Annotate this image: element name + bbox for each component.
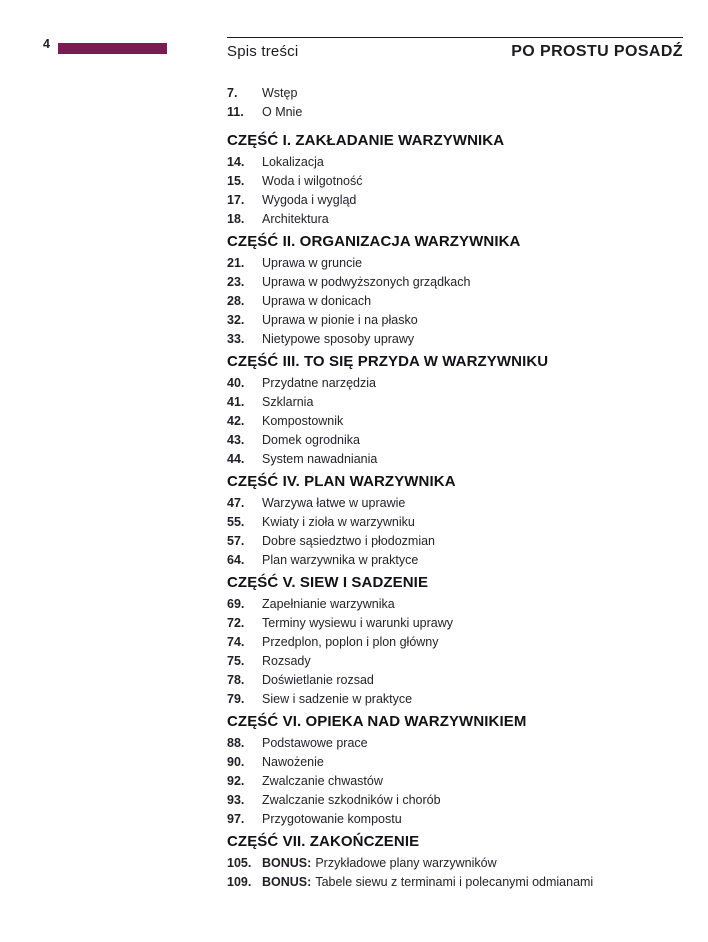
toc-entry-title: Plan warzywnika w praktyce bbox=[262, 552, 419, 567]
page-number: 4 bbox=[43, 37, 50, 51]
toc-entry-title: O Mnie bbox=[262, 104, 303, 119]
toc-entry-page-number: 47. bbox=[227, 495, 245, 510]
toc-entry-page-number: 55. bbox=[227, 514, 245, 529]
toc-entry-title: Wygoda i wygląd bbox=[262, 192, 357, 207]
toc-entry-title: Kompostownik bbox=[262, 413, 344, 428]
toc-entry-page-number: 90. bbox=[227, 754, 245, 769]
toc-entry-title: Nawożenie bbox=[262, 754, 324, 769]
toc-entry bbox=[227, 632, 683, 651]
toc-entry-page-number: 88. bbox=[227, 735, 245, 750]
folio-accent-bar bbox=[58, 43, 167, 54]
toc-entry-page-number: 109. bbox=[227, 874, 252, 889]
toc-entry-page-number: 105. bbox=[227, 855, 252, 870]
toc-entry-page-number: 79. bbox=[227, 691, 245, 706]
toc-entry-title: Domek ogrodnika bbox=[262, 432, 360, 447]
toc-entry-title: Przygotowanie kompostu bbox=[262, 811, 402, 826]
toc-entry-page-number: 97. bbox=[227, 811, 245, 826]
toc-entry bbox=[227, 531, 683, 550]
running-book-title: PO PROSTU POSADŹ bbox=[511, 43, 683, 60]
toc-section-heading: CZĘŚĆ VII. ZAKOŃCZENIE bbox=[227, 833, 420, 850]
toc-entry-page-number: 11. bbox=[227, 104, 244, 119]
toc-entry-title: Szklarnia bbox=[262, 394, 314, 409]
toc-entry-title: Przedplon, poplon i plon główny bbox=[262, 634, 439, 649]
toc-entry-page-number: 18. bbox=[227, 211, 245, 226]
toc-entry bbox=[227, 550, 683, 569]
toc-entry-page-number: 40. bbox=[227, 375, 245, 390]
toc-entry-title: Zwalczanie szkodników i chorób bbox=[262, 792, 441, 807]
toc-entry-title: Woda i wilgotność bbox=[262, 173, 363, 188]
toc-entry-page-number: 32. bbox=[227, 312, 245, 327]
toc-entry-page-number: 78. bbox=[227, 672, 245, 687]
table-of-contents bbox=[227, 83, 683, 891]
toc-entry bbox=[227, 291, 683, 310]
toc-section bbox=[227, 573, 683, 708]
toc-entry-page-number: 93. bbox=[227, 792, 245, 807]
toc-section bbox=[227, 352, 683, 468]
toc-entry-title: Uprawa w donicach bbox=[262, 293, 372, 308]
toc-entry bbox=[227, 651, 683, 670]
toc-entry-page-number: 69. bbox=[227, 596, 245, 611]
toc-entry-title: Architektura bbox=[262, 211, 329, 226]
toc-entry bbox=[227, 872, 683, 891]
toc-entry-page-number: 74. bbox=[227, 634, 245, 649]
toc-entry-title: Siew i sadzenie w praktyce bbox=[262, 691, 413, 706]
toc-section-heading: CZĘŚĆ V. SIEW I SADZENIE bbox=[227, 574, 429, 591]
toc-entry bbox=[227, 152, 683, 171]
toc-entry-title: Kwiaty i zioła w warzywniku bbox=[262, 514, 415, 529]
toc-entry bbox=[227, 771, 683, 790]
toc-section-heading: CZĘŚĆ VI. OPIEKA NAD WARZYWNIKIEM bbox=[227, 713, 527, 730]
toc-entry bbox=[227, 430, 683, 449]
toc-entry bbox=[227, 449, 683, 468]
toc-entry-title: Nietypowe sposoby uprawy bbox=[262, 331, 415, 346]
toc-entry bbox=[227, 493, 683, 512]
toc-entry-title: Terminy wysiewu i warunki uprawy bbox=[262, 615, 454, 630]
toc-entry-title: Doświetlanie rozsad bbox=[262, 672, 374, 687]
toc-entry-title: Dobre sąsiedztwo i płodozmian bbox=[262, 533, 436, 548]
toc-entry bbox=[227, 512, 683, 531]
toc-entry-bonus-label: BONUS: bbox=[262, 855, 312, 870]
toc-entry bbox=[227, 329, 683, 348]
toc-entry-title: Warzywa łatwe w uprawie bbox=[262, 495, 406, 510]
toc-entry bbox=[227, 272, 683, 291]
toc-entry bbox=[227, 83, 683, 102]
toc-entry bbox=[227, 253, 683, 272]
toc-entry-title: Podstawowe prace bbox=[262, 735, 368, 750]
toc-section bbox=[227, 712, 683, 828]
toc-section-heading: CZĘŚĆ I. ZAKŁADANIE WARZYWNIKA bbox=[227, 132, 505, 149]
toc-entry-page-number: 7. bbox=[227, 85, 238, 100]
running-section-title: Spis treści bbox=[227, 43, 299, 60]
toc-entry bbox=[227, 689, 683, 708]
toc-entry-page-number: 43. bbox=[227, 432, 245, 447]
toc-entry-page-number: 72. bbox=[227, 615, 245, 630]
toc-entry-title: Zwalczanie chwastów bbox=[262, 773, 383, 788]
toc-entry-title: Tabele siewu z terminami i polecanymi odmianami bbox=[315, 874, 594, 889]
toc-entry bbox=[227, 411, 683, 430]
toc-entry-page-number: 75. bbox=[227, 653, 245, 668]
toc-entry-page-number: 33. bbox=[227, 331, 245, 346]
toc-section bbox=[227, 472, 683, 569]
toc-entry-page-number: 57. bbox=[227, 533, 245, 548]
toc-entry bbox=[227, 752, 683, 771]
toc-entry bbox=[227, 809, 683, 828]
toc-entry bbox=[227, 853, 683, 872]
toc-entry-page-number: 41. bbox=[227, 394, 245, 409]
toc-entry bbox=[227, 594, 683, 613]
toc-entry bbox=[227, 733, 683, 752]
toc-entry-page-number: 21. bbox=[227, 255, 245, 270]
toc-entry-title: Zapełnianie warzywnika bbox=[262, 596, 395, 611]
toc-entry-title: Uprawa w podwyższonych grządkach bbox=[262, 274, 471, 289]
toc-entry bbox=[227, 613, 683, 632]
toc-section-heading: CZĘŚĆ III. TO SIĘ PRZYDA W WARZYWNIKU bbox=[227, 353, 549, 370]
toc-entry bbox=[227, 171, 683, 190]
toc-entry-page-number: 42. bbox=[227, 413, 245, 428]
toc-entry-title: Przykładowe plany warzywników bbox=[315, 855, 497, 870]
toc-entry-title: System nawadniania bbox=[262, 451, 378, 466]
toc-entry-title: Wstęp bbox=[262, 85, 298, 100]
toc-entry-title: Rozsady bbox=[262, 653, 311, 668]
toc-entry bbox=[227, 190, 683, 209]
toc-entry-page-number: 17. bbox=[227, 192, 245, 207]
toc-entry-title: Lokalizacja bbox=[262, 154, 324, 169]
toc-entry-page-number: 64. bbox=[227, 552, 245, 567]
toc-entry bbox=[227, 373, 683, 392]
toc-section bbox=[227, 131, 683, 228]
toc-section bbox=[227, 832, 683, 891]
toc-entry bbox=[227, 392, 683, 411]
toc-section-heading: CZĘŚĆ II. ORGANIZACJA WARZYWNIKA bbox=[227, 233, 521, 250]
toc-entry-page-number: 14. bbox=[227, 154, 245, 169]
toc-entry bbox=[227, 670, 683, 689]
toc-entry-title: Przydatne narzędzia bbox=[262, 375, 376, 390]
toc-entry-page-number: 23. bbox=[227, 274, 245, 289]
toc-entry-title: Uprawa w pionie i na płasko bbox=[262, 312, 418, 327]
toc-entry-title: Uprawa w gruncie bbox=[262, 255, 363, 270]
page-header bbox=[227, 37, 683, 61]
toc-entry-bonus-label: BONUS: bbox=[262, 874, 312, 889]
toc-entry bbox=[227, 209, 683, 228]
toc-entry bbox=[227, 310, 683, 329]
toc-entry-page-number: 92. bbox=[227, 773, 245, 788]
toc-entry-page-number: 15. bbox=[227, 173, 245, 188]
toc-entry bbox=[227, 102, 683, 121]
toc-section-heading: CZĘŚĆ IV. PLAN WARZYWNIKA bbox=[227, 473, 456, 490]
toc-section bbox=[227, 232, 683, 348]
toc-entry bbox=[227, 790, 683, 809]
toc-entry-page-number: 28. bbox=[227, 293, 245, 308]
toc-entry-page-number: 44. bbox=[227, 451, 245, 466]
